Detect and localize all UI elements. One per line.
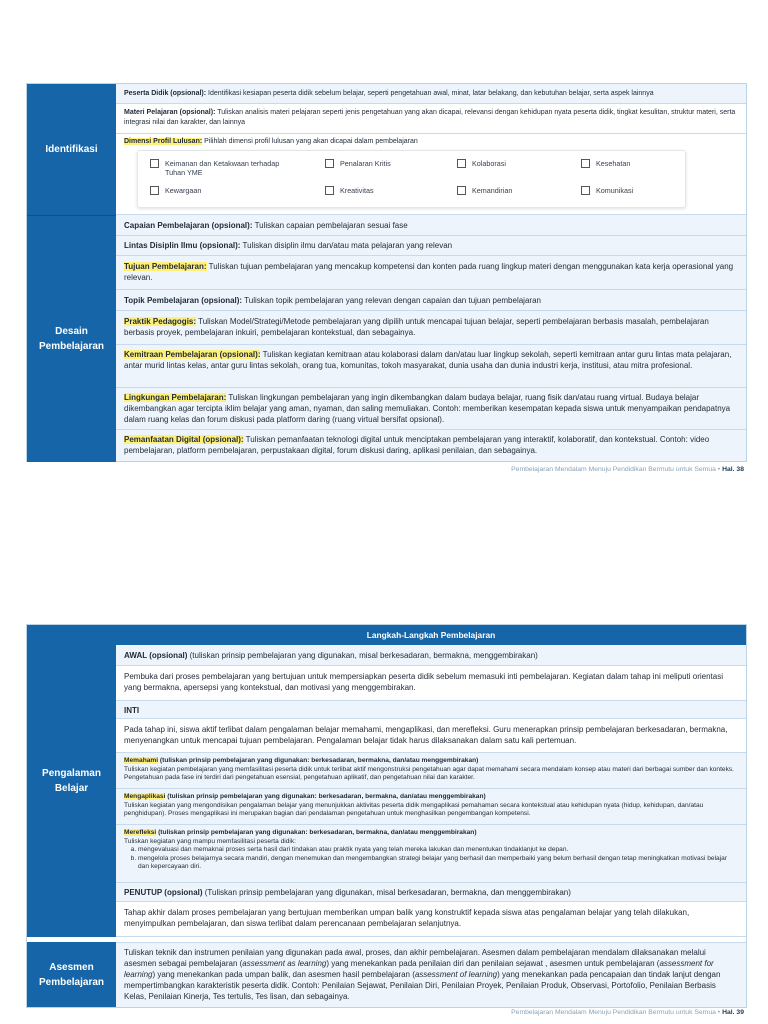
checkbox-box[interactable] — [325, 186, 334, 195]
row-text: Identifikasi kesiapan peserta didik sebelum belajar, seperti pengetahuan awal, minat, latar belakang, dan kebutuhan belajar, serta aspek lainnya — [206, 90, 654, 97]
checkbox-keimanan[interactable] — [150, 159, 295, 177]
row-text: Tuliskan lingkungan pembelajaran yang ingin dikembangkan dalam budaya belajar, ruang fisik dan/atau ruang virtual. Budaya belajar dikembangkan agar tercipta iklim belajar yang aman, nyaman, dan saling memuliakan. Contoh: memberikan kesempatan kepada siswa untuk menyampaikan pendapatnya dalam ruang kelas dan forum diskusi pada platform daring (ruang virtual bersifat opsional). — [124, 393, 731, 424]
row-text: Tuliskan capaian pembelajaran sesuai fase — [252, 221, 408, 230]
row-label: Topik Pembelajaran (opsional): — [124, 296, 243, 305]
checkbox-label: Komunikasi — [596, 186, 634, 195]
page-footer — [511, 466, 744, 473]
row-pemanfaatan-digital — [116, 430, 746, 461]
row-awal — [116, 645, 746, 666]
section-label: Identifikasi — [45, 144, 98, 155]
row-text: Tuliskan topik pembelajaran yang relevan dengan capaian dan tujuan pembelajaran — [242, 296, 541, 305]
checkbox-label: Penalaran Kritis — [340, 159, 391, 168]
row-inti — [116, 701, 746, 719]
checkbox-label: Kemandirian — [472, 186, 513, 195]
checkbox-label: Kolaborasi — [472, 159, 506, 168]
row-topik-pembelajaran — [116, 290, 746, 311]
row-label: Lingkungan Pembelajaran: — [124, 393, 227, 402]
row-label: Capaian Pembelajaran (opsional): — [124, 221, 253, 230]
row-capaian-pembelajaran — [116, 215, 746, 236]
section-label-line2: Pembelajaran — [38, 976, 105, 988]
checkbox-kemandirian[interactable] — [457, 186, 512, 195]
row-head: (tuliskan prinsip pembelajaran yang digunakan: berkesadaran, bermakna, dan/atau menggembirakan) — [156, 829, 477, 836]
row-mengaplikasi — [116, 789, 746, 825]
row-text-em: assessment for learning — [124, 959, 714, 979]
footer-page-number: Hal. 39 — [722, 1009, 744, 1016]
section-label-line2: Belajar — [54, 783, 89, 794]
row-tujuan-pembelajaran — [116, 256, 746, 290]
checkbox-label: Kewargaan — [165, 186, 202, 195]
profil-lulusan-checklist — [137, 150, 686, 208]
footer-separator: • — [715, 466, 723, 473]
list-item: a. mengevaluasi dan memaknai proses serta hasil dari tindakan atau praktik nyata yang telah mereka lakukan dan menentukan tindaklanjut ke depan. — [138, 846, 738, 855]
checkbox-label: Kesehatan — [596, 159, 631, 168]
row-label: Tujuan Pembelajaran: — [124, 262, 207, 271]
row-text: Tuliskan Model/Strategi/Metode pembelajaran yang dipilih untuk mencapai tujuan belajar, seperti pembelajaran berbasis masalah, pembelajaran berbasis proyek, pembelajaran inkuiri, pembelajaran kontekstual, dan sebagainya. — [124, 317, 709, 337]
row-memahami — [116, 753, 746, 789]
table-header-title: Langkah-Langkah Pembelajaran — [366, 630, 496, 640]
page-footer — [511, 1009, 744, 1016]
row-label: Peserta Didik (opsional): — [124, 90, 207, 97]
checkbox-box[interactable] — [150, 186, 159, 195]
row-text: ) yang menekankan pada umpan balik, dan asesmen hasil pembelajaran ( — [152, 970, 415, 979]
checkbox-label: Kreativitas — [340, 186, 374, 195]
row-merefleksi — [116, 825, 746, 883]
row-head: (tuliskan prinsip pembelajaran yang digunakan: berkesadaran, bermakna, dan/atau menggembirakan) — [158, 757, 479, 764]
row-text: ) yang menekankan pada penilaian diri dan penilaian sejawat , asesmen untuk pembelajaran ( — [326, 959, 660, 968]
footer-title: Pembelajaran Mendalam Menuju Pendidikan Bermutu untuk Semua — [511, 1009, 716, 1016]
row-materi-pelajaran — [116, 104, 746, 134]
checkbox-label: Keimanan dan Ketakwaan terhadap Tuhan YME — [165, 159, 280, 177]
section-asesmen-pembelajaran — [27, 942, 116, 1007]
row-text: Tuliskan kegiatan yang mengondisikan pengalaman belajar yang menunjukkan aktivitas peserta didik mengaplikasi pemahaman secara kontekstual atau kehidupan nyata (hidup, kehidupan, dan/atau penghidupan). Proses mengaplikasi ini merupakan bagian dari pendalaman pengetahuan untuk menghasilkan pengembangan kompetensi. — [124, 801, 704, 818]
section-label-line1: Asesmen — [49, 961, 94, 973]
row-label: AWAL (opsional) — [124, 651, 188, 660]
footer-page-number: Hal. 38 — [722, 466, 744, 473]
row-text: Tuliskan kegiatan kemitraan atau kolaborasi dalam dan/atau luar lingkup sekolah, seperti kemitraan antar guru lintas mata pelajaran, antar murid lintas kelas, antar guru lintas sekolah, orang tua, komunitas, tokoh masyarakat, dunia usaha dan dunia industri kerja, institusi, atau mitra profesional. — [124, 350, 732, 370]
refleksi-list — [124, 846, 738, 872]
row-text: Tuliskan pemanfaatan teknologi digital untuk menciptakan pembelajaran yang interaktif, kolaboratif, dan kontekstual. Contoh: video pembelajaran, platform pembelajaran, perpustakaan digital, forum diskusi daring, aplikasi penilaian, dan sebagainya. — [124, 435, 710, 455]
row-text: Tuliskan teknik dan instrumen penilaian yang digunakan pada awal, proses, dan akhir pembelajaran. Asesmen dalam pembelajaran mendalam dilaksanakan melalui asesmen sebagai pembelajaran ( — [124, 948, 706, 968]
row-label: INTI — [124, 706, 140, 715]
section-desain-pembelajaran — [27, 215, 116, 462]
table-header — [116, 625, 746, 645]
row-text: Tahap akhir dalam proses pembelajaran yang bertujuan memberikan umpan balik yang konstruktif kepada siswa atas pengalaman belajar yang telah dilakukan, menyimpulkan pembelajaran, dan siswa terlibat dalam perencanaan pembelajaran selanjutnya. — [124, 908, 690, 928]
section-label-line1: Pengalaman — [42, 768, 101, 779]
row-text: Tuliskan tujuan pembelajaran yang mencakup kompetensi dan konten pada ruang lingkup materi dengan menggunakan kata kerja operasional yang relevan. — [124, 262, 734, 282]
checkbox-box[interactable] — [325, 159, 334, 168]
row-label: Dimensi Profil Lulusan: — [124, 138, 203, 145]
checkbox-box[interactable] — [581, 186, 590, 195]
row-dimensi-profil-lulusan — [116, 134, 746, 215]
footer-title: Pembelajaran Mendalam Menuju Pendidikan Bermutu untuk Semua — [511, 466, 716, 473]
row-text: ) yang menekankan pada pencapaian dan tindak lanjut dengan mempertimbangkan karakteristik peserta didik. Contoh: Penilaian Sejawat, Penilaian Diri, Penilaian Proyek, Penilaian Produk, Observasi, Portofolio, Penilaian Berbasis Kelas, Penilaian Kinerja, Tes tertulis, Tes lisan, dan sebagainya. — [124, 970, 721, 1001]
row-label: Pemanfaatan Digital (opsional): — [124, 435, 244, 444]
row-text: Pembuka dari proses pembelajaran yang bertujuan untuk mempersiapkan peserta didik sebelum memasuki inti pembelajaran. Kegiatan dalam tahap ini meliputi orientasi yang bermakna, apersepsi yang kontekstual, dan motivasi yang menggembirakan. — [124, 672, 723, 692]
row-text: Tuliskan kegiatan pembelajaran yang memfasilitasi peserta didik untuk terlibat aktif mengonstruksi pengetahuan agar dapat memahami secara mendalam konsep atau materi dari berbagai sumber dan konteks. Pengetahuan pada fase ini terdiri dari pengetahuan esensial, pengetahuan aplikatif, dan pengetahuan nilai dan karakter. — [124, 765, 735, 782]
row-penutup — [116, 883, 746, 902]
checkbox-kreativitas[interactable] — [325, 186, 374, 195]
checkbox-kesehatan[interactable] — [581, 159, 630, 168]
row-intro: Tuliskan kegiatan yang mampu memfasilitasi peserta didik: — [124, 837, 297, 845]
row-lingkungan-pembelajaran — [116, 388, 746, 430]
checkbox-komunikasi[interactable] — [581, 186, 633, 195]
row-label: Merefleksi — [124, 829, 157, 836]
footer-separator: • — [715, 1009, 723, 1016]
list-item: b. mengelola proses belajarnya secara mandiri, dengan menemukan dan mengembangkan strategi belajar yang berhasil dan memperbaiki yang belum berhasil dengan tetap meningkatkan motivasi belajar dan kepercayaan diri. — [138, 855, 738, 872]
checkbox-penalaran-kritis[interactable] — [325, 159, 391, 168]
row-text: (tuliskan prinsip pembelajaran yang digunakan, misal berkesadaran, bermakna, menggembirakan) — [187, 651, 538, 660]
rpp-table-page-38 — [26, 83, 747, 462]
row-label: Materi Pelajaran (opsional): — [124, 109, 216, 116]
checkbox-box[interactable] — [581, 159, 590, 168]
checkbox-kolaborasi[interactable] — [457, 159, 506, 168]
row-text: (Tuliskan prinsip pembelajaran yang digunakan, misal berkesadaran, bermakna, dan menggembirakan) — [202, 888, 571, 897]
row-label: PENUTUP (opsional) — [124, 888, 203, 897]
row-label: Praktik Pedagogis: — [124, 317, 197, 326]
row-awal-body — [116, 666, 746, 701]
row-text: Tuliskan analisis materi pelajaran seperti jenis pengetahuan yang akan dicapai, relevansi dengan kehidupan nyata peserta didik, tingkat kesulitan, struktur materi, serta integrasi nilai dan karakter, dan lainnya — [124, 109, 736, 126]
row-inti-body — [116, 719, 746, 753]
checkbox-box[interactable] — [150, 159, 159, 168]
section-identifikasi — [27, 84, 116, 215]
row-text-em: assessment of learning — [414, 970, 498, 979]
checkbox-box[interactable] — [457, 159, 466, 168]
row-peserta-didik — [116, 84, 746, 104]
row-label: Lintas Disiplin Ilmu (opsional): — [124, 241, 241, 250]
section-label-line1: Desain — [55, 326, 88, 337]
row-lintas-disiplin-ilmu — [116, 236, 746, 256]
row-label: Memahami — [124, 757, 159, 764]
section-label-line2: Pembelajaran — [38, 341, 105, 352]
row-text: Pada tahap ini, siswa aktif terlibat dalam pengalaman belajar memahami, mengaplikasi, dan merefleksi. Guru menerapkan prinsip pembelajaran berkesadaran, bermakna, menyenangkan untuk mencapai tujuan pembelajaran. Pengalaman belajar tidak harus dilaksanakan dalam satu kali pertemuan. — [124, 725, 728, 745]
row-penutup-body — [116, 902, 746, 937]
row-praktik-pedagogis — [116, 311, 746, 345]
row-text-em: assessment as learning — [242, 959, 327, 968]
checkbox-kewargaan[interactable] — [150, 186, 201, 195]
row-label: Kemitraan Pembelajaran (opsional): — [124, 350, 261, 359]
row-asesmen — [116, 942, 746, 1007]
section-pengalaman-belajar — [27, 625, 116, 937]
row-text: Tuliskan disiplin ilmu dan/atau mata pelajaran yang relevan — [240, 241, 453, 250]
rpp-table-page-39 — [26, 624, 747, 1008]
row-text: Pilihlah dimensi profil lulusan yang akan dicapai dalam pembelajaran — [202, 138, 418, 145]
row-head: (tuliskan prinsip pembelajaran yang digunakan: berkesadaran, bermakna, dan/atau menggembirakan) — [165, 793, 486, 800]
checkbox-box[interactable] — [457, 186, 466, 195]
row-label: Mengaplikasi — [124, 793, 166, 800]
row-kemitraan-pembelajaran — [116, 345, 746, 388]
